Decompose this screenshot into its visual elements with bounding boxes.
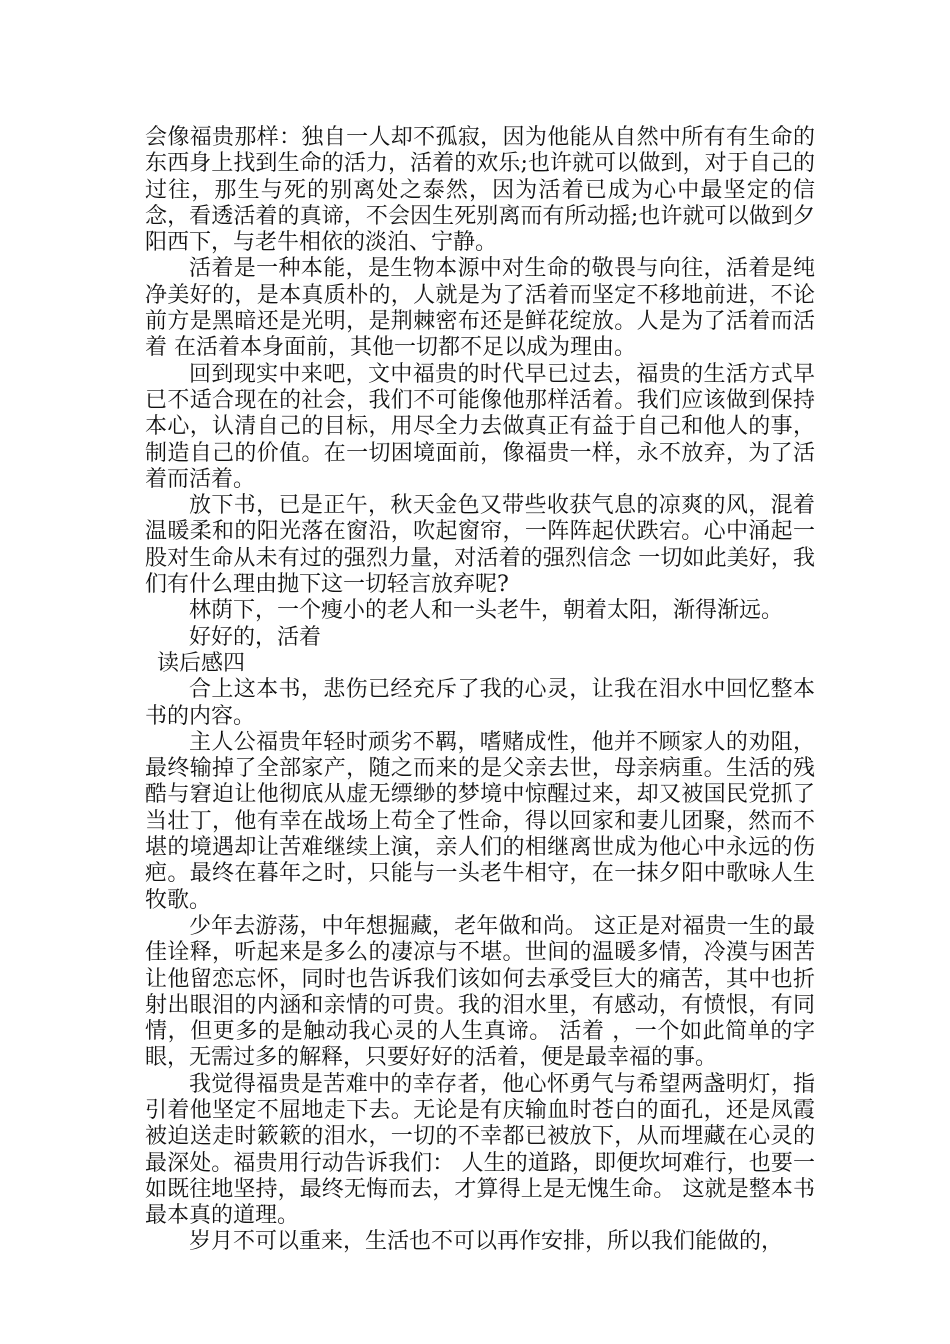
paragraph-5: 林荫下，一个瘦小的老人和一头老牛，朝着太阳，渐得渐远。 xyxy=(189,598,784,624)
paragraph-3: 回到现实中来吧，文中福贵的时代早已过去，福贵的生活方式早已不适合现在的社会，我们不可能像他那样活着。我们应该做到保持本心，认清自己的目标，用尽全力去做真正有益于自己和他人的事，制造自己的价值。在一切困境面前，像福贵一样，永不放弃，为了活着而活着。 xyxy=(145,361,815,492)
paragraph-8: 主人公福贵年轻时顽劣不羁，嗜赌成性，他并不顾家人的劝阻，最终输掉了全部家产，随之而来的是父亲去世，母亲病重。生活的残酷与窘迫让他彻底从虚无缥缈的梦境中惊醒过来，却又被国民党抓了当壮丁，他有幸在战场上苟全了性命，得以回家和妻儿团聚，然而不堪的境遇却让苦难继续上演，亲人们的相继离世成为他心中永远的伤疤。最终在暮年之时，只能与一头老牛相守，在一抹夕阳中歌咏人生牧歌。 xyxy=(145,729,815,913)
paragraph-1: 会像福贵那样：独自一人却不孤寂，因为他能从自然中所有有生命的东西身上找到生命的活力，活着的欢乐;也许就可以做到，对于自己的过往，那生与死的别离处之泰然，因为活着已成为心中最坚定的信念，看透活着的真谛，不会因生死别离而有所动摇;也许就可以做到夕阳西下，与老牛相依的淡泊、宁静。 xyxy=(145,125,815,256)
paragraph-7: 合上这本书，悲伤已经充斥了我的心灵，让我在泪水中回忆整本书的内容。 xyxy=(145,677,815,729)
paragraph-2: 活着是一种本能，是生物本源中对生命的敬畏与向往，活着是纯净美好的，是本真质朴的，人就是为了活着而坚定不移地前进，不论前方是黑暗还是光明，是荆棘密布还是鲜花绽放。人是为了活着而活着 在活着本身面前，其他一切都不足以成为理由。 xyxy=(145,256,815,361)
paragraph-10: 我觉得福贵是苦难中的幸存者，他心怀勇气与希望两盏明灯，指引着他坚定不屈地走下去。无论是有庆输血时苍白的面孔，还是凤霞被迫送走时簌簌的泪水，一切的不幸都已被放下，从而埋藏在心灵的最深处。福贵用行动告诉我们： 人生的道路，即便坎坷难行，也要一如既往地坚持，最终无悔而去，才算得上是无愧生命。 这就是整本书最本真的道理。 xyxy=(145,1071,815,1229)
document-body xyxy=(145,125,815,1256)
paragraph-6: 好好的，活着 xyxy=(189,624,322,650)
paragraph-9: 少年去游荡，中年想掘藏，老年做和尚。 这正是对福贵一生的最佳诠释，听起来是多么的凄凉与不堪。世间的温暖多情，冷漠与困苦让他留恋忘怀，同时也告诉我们该如何去承受巨大的痛苦，其中也折射出眼泪的内涵和亲情的可贵。我的泪水里，有感动，有愤恨，有同情，但更多的是触动我心灵的人生真谛。 活着 ，一个如此简单的字眼，无需过多的解释，只要好好的活着，便是最幸福的事。 xyxy=(145,913,815,1071)
paragraph-11: 岁月不可以重来，生活也不可以再作安排，所以我们能做的， xyxy=(189,1229,784,1255)
paragraph-4: 放下书，已是正午，秋天金色又带些收获气息的凉爽的风，混着温暖柔和的阳光落在窗沿，吹起窗帘，一阵阵起伏跌宕。心中涌起一股对生命从未有过的强烈力量，对活着的强烈信念 一切如此美好，我们有什么理由抛下这一切轻言放弃呢? xyxy=(145,493,815,598)
section-heading: 读后感四 xyxy=(157,650,246,676)
